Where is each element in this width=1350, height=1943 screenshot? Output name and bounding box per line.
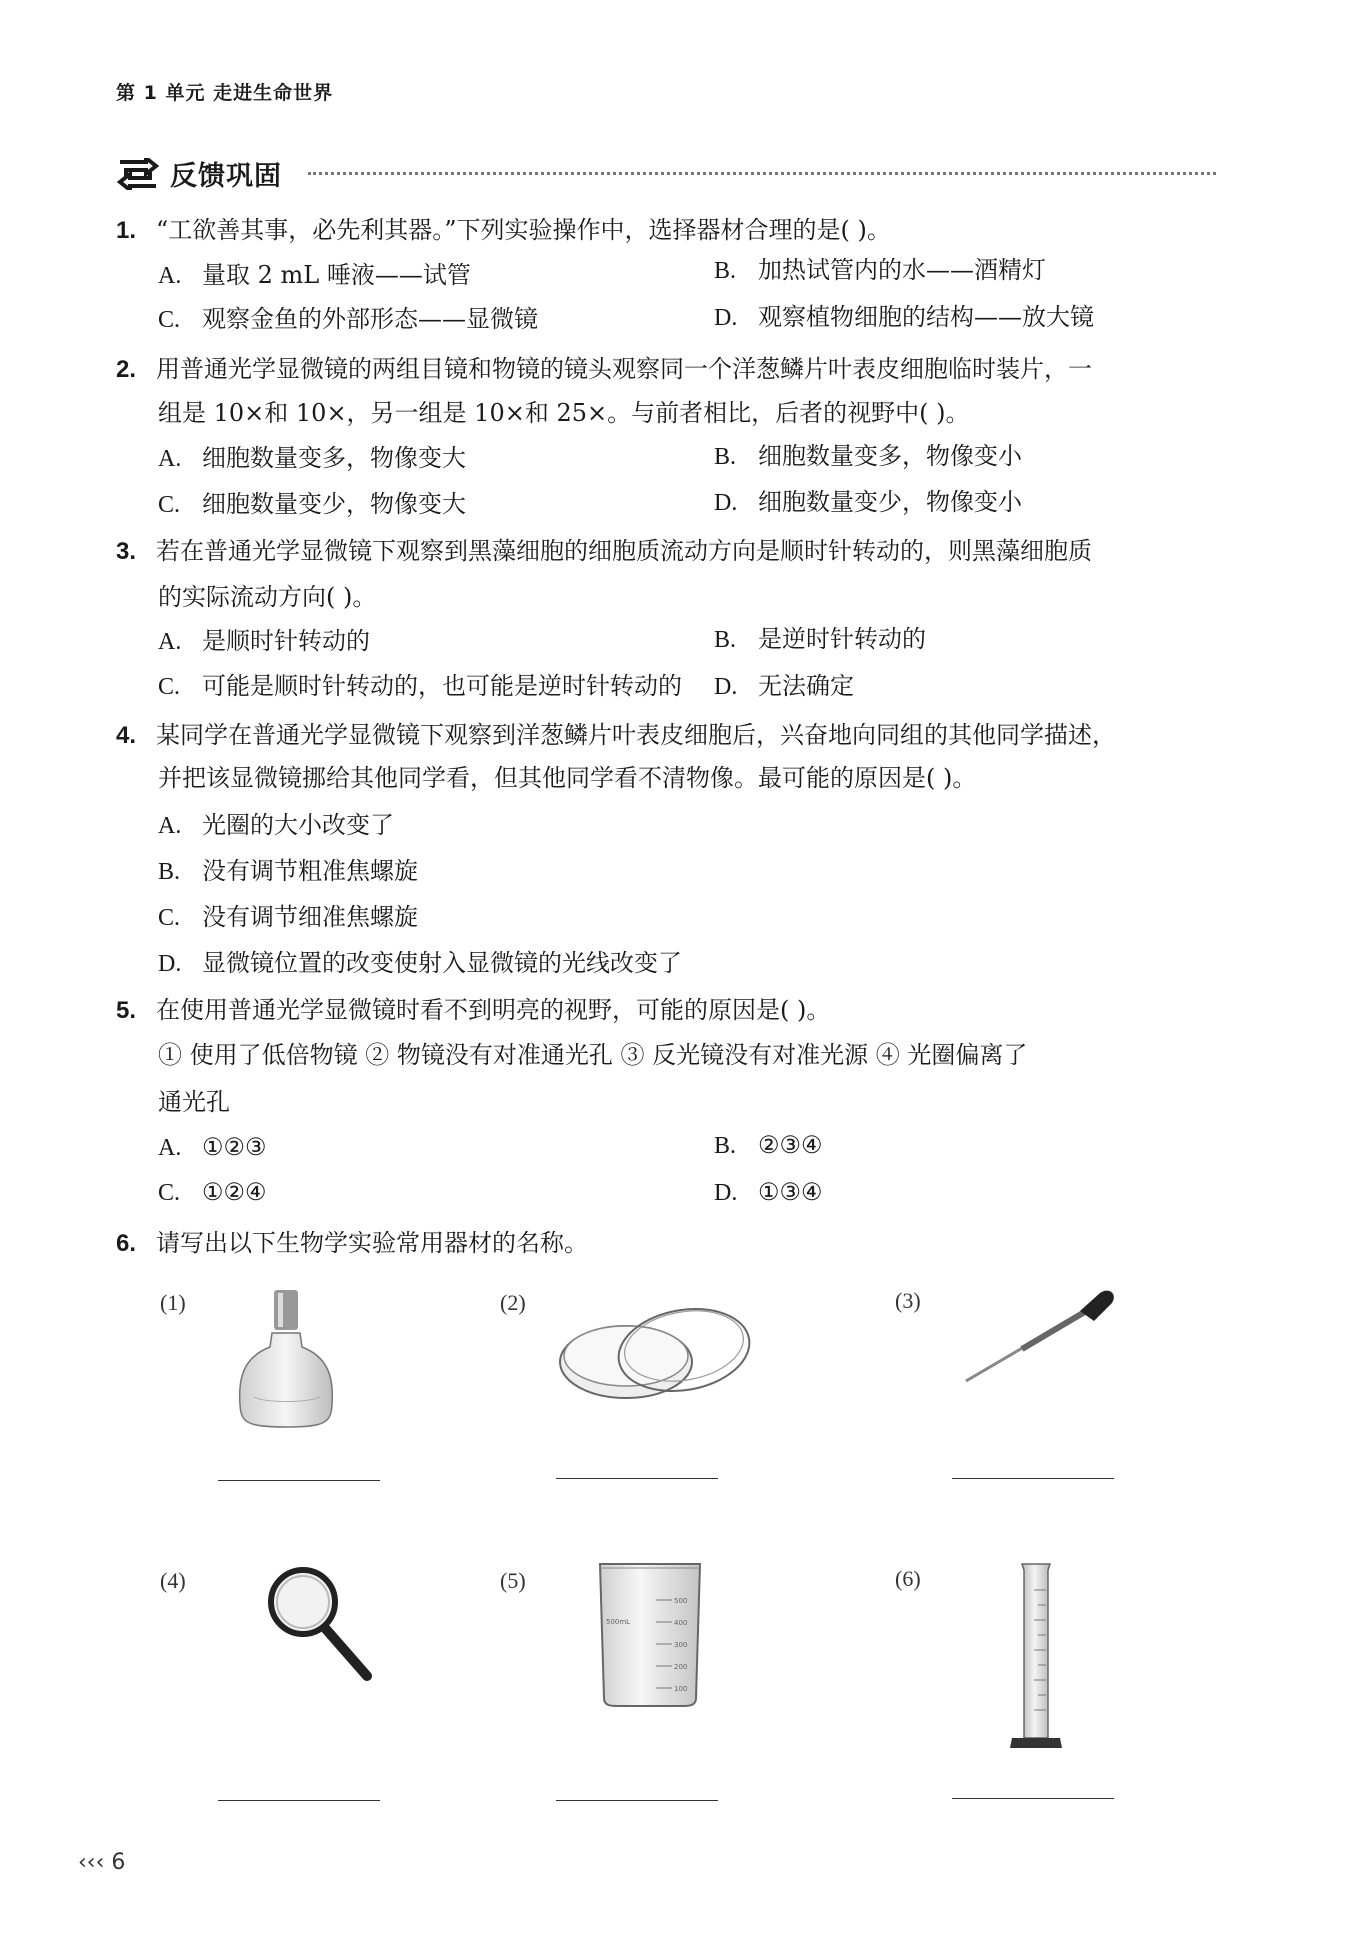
answer-blank-1[interactable]: [218, 1480, 380, 1481]
option-c: [158, 902, 418, 933]
option-d: [158, 948, 682, 979]
question-number: 4.: [116, 722, 137, 749]
question-text-continued: 的实际流动方向( )。: [158, 583, 377, 611]
option-text: 光圈的大小改变了: [202, 811, 394, 839]
question-number: 5.: [116, 997, 137, 1024]
statement-list-continued: 通光孔: [158, 1088, 230, 1116]
option-key: B.: [714, 1133, 737, 1159]
option-text: ①②③: [202, 1133, 267, 1161]
option-a: [158, 443, 466, 474]
option-text: 没有调节细准焦螺旋: [202, 903, 418, 931]
option-key: B.: [714, 444, 737, 470]
section-title-label: 反馈巩固: [170, 161, 282, 192]
question-text: 用普通光学显微镜的两组目镜和物镜的镜头观察同一个洋葱鳞片叶表皮细胞临时装片，一: [156, 355, 1092, 383]
magnifying-glass-icon: [265, 1564, 375, 1684]
option-text: 无法确定: [758, 672, 854, 700]
option-key: A.: [158, 813, 182, 839]
question-text: 请写出以下生物学实验常用器材的名称。: [156, 1229, 588, 1257]
option-b: [714, 255, 1046, 286]
unit-header: 第 1 单元 走进生命世界: [116, 82, 334, 104]
option-key: D.: [714, 490, 738, 516]
option-d: [714, 487, 1022, 518]
option-text: 是逆时针转动的: [758, 625, 926, 653]
figure-label-6: (6): [895, 1566, 921, 1591]
beaker-mark: 300: [674, 1641, 688, 1649]
question-text: 若在普通光学显微镜下观察到黑藻细胞的细胞质流动方向是顺时针转动的，则黑藻细胞质: [156, 537, 1092, 565]
question-1: [116, 215, 891, 246]
answer-blank-6[interactable]: [952, 1798, 1114, 1799]
option-key: C.: [158, 307, 181, 333]
question-text: 某同学在普通光学显微镜下观察到洋葱鳞片叶表皮细胞后，兴奋地向同组的其他同学描述，: [156, 721, 1116, 749]
question-number: 2.: [116, 356, 137, 383]
figure-label-2: (2): [500, 1290, 526, 1315]
answer-blank-2[interactable]: [556, 1478, 718, 1479]
question-3: [116, 536, 1092, 567]
question-number: 1.: [116, 217, 137, 244]
option-a: [158, 810, 394, 841]
question-5: [116, 995, 830, 1026]
option-key: A.: [158, 629, 182, 655]
option-a: [158, 1132, 267, 1163]
option-key: D.: [158, 951, 182, 977]
option-text: ①②④: [202, 1178, 267, 1206]
option-key: C.: [158, 674, 181, 700]
option-text: 是顺时针转动的: [202, 627, 370, 655]
question-4: [116, 720, 1116, 751]
option-key: C.: [158, 1180, 181, 1206]
feedback-loop-icon: [116, 158, 160, 190]
option-text: 观察金鱼的外部形态——显微镜: [202, 305, 538, 333]
option-key: B.: [714, 258, 737, 284]
option-key: D.: [714, 1180, 738, 1206]
option-text: 加热试管内的水——酒精灯: [758, 256, 1046, 284]
figure-label-1: (1): [160, 1290, 186, 1315]
option-c: [158, 671, 682, 702]
option-c: [158, 489, 466, 520]
question-number: 3.: [116, 538, 137, 565]
question-number: 6.: [116, 1230, 137, 1257]
page-arrows-icon: ‹‹‹: [78, 1850, 105, 1875]
figure-label-5: (5): [500, 1568, 526, 1593]
option-key: C.: [158, 905, 181, 931]
option-key: B.: [714, 627, 737, 653]
page-number: 6: [111, 1850, 126, 1875]
option-b: [714, 441, 1022, 472]
option-key: B.: [158, 859, 181, 885]
option-key: A.: [158, 446, 182, 472]
question-text-continued: 并把该显微镜挪给其他同学看，但其他同学看不清物像。最可能的原因是( )。: [158, 764, 977, 792]
dropper-icon: [962, 1285, 1122, 1385]
beaker-mark: 400: [674, 1619, 688, 1627]
option-text: 细胞数量变少，物像变大: [202, 490, 466, 518]
option-d: [714, 1177, 823, 1208]
option-d: [714, 671, 854, 702]
option-b: [714, 624, 926, 655]
question-6: [116, 1228, 588, 1259]
option-text: 可能是顺时针转动的，也可能是逆时针转动的: [202, 672, 682, 700]
question-text-continued: 组是 10×和 10×，另一组是 10×和 25×。与前者相比，后者的视野中( )。: [158, 399, 970, 427]
beaker-icon: [596, 1558, 706, 1708]
option-b: [158, 856, 418, 887]
option-text: 显微镜位置的改变使射入显微镜的光线改变了: [202, 949, 682, 977]
beaker-mark: 200: [674, 1663, 688, 1671]
option-a: [158, 260, 471, 291]
graduated-cylinder-icon: [1006, 1560, 1066, 1760]
option-text: 细胞数量变多，物像变小: [758, 442, 1022, 470]
option-b: [714, 1130, 823, 1161]
option-text: 细胞数量变多，物像变大: [202, 444, 466, 472]
option-a: [158, 626, 370, 657]
question-2: [116, 354, 1092, 385]
option-text: 细胞数量变少，物像变小: [758, 488, 1022, 516]
option-c: [158, 304, 538, 335]
answer-blank-3[interactable]: [952, 1478, 1114, 1479]
question-text: 在使用普通光学显微镜时看不到明亮的视野，可能的原因是( )。: [156, 996, 831, 1024]
option-text: 观察植物细胞的结构——放大镜: [758, 303, 1094, 331]
section-title: [116, 154, 282, 193]
figure-label-3: (3): [895, 1288, 921, 1313]
option-d: [714, 302, 1094, 333]
option-key: A.: [158, 263, 182, 289]
option-key: A.: [158, 1135, 182, 1161]
option-key: D.: [714, 305, 738, 331]
alcohol-lamp-icon: [236, 1285, 336, 1435]
option-text: ①③④: [758, 1178, 823, 1206]
option-key: C.: [158, 492, 181, 518]
question-text: “工欲善其事，必先利其器。”下列实验操作中，选择器材合理的是( )。: [156, 216, 891, 244]
beaker-mark: 500: [674, 1597, 688, 1605]
statement-list: ① 使用了低倍物镜 ② 物镜没有对准通光孔 ③ 反光镜没有对准光源 ④ 光圈偏离了: [158, 1041, 1028, 1069]
answer-blank-5[interactable]: [556, 1800, 718, 1801]
option-key: D.: [714, 674, 738, 700]
option-text: 量取 2 mL 唾液——试管: [202, 261, 471, 289]
option-c: [158, 1177, 267, 1208]
answer-blank-4[interactable]: [218, 1800, 380, 1801]
beaker-mark: 100: [674, 1685, 688, 1693]
page-footer: [78, 1850, 125, 1875]
figure-label-4: (4): [160, 1568, 186, 1593]
beaker-volume-label: 500mL: [606, 1618, 631, 1626]
option-text: ②③④: [758, 1131, 823, 1159]
petri-dish-icon: [556, 1300, 758, 1410]
dotted-divider: [308, 172, 1216, 175]
option-text: 没有调节粗准焦螺旋: [202, 857, 418, 885]
